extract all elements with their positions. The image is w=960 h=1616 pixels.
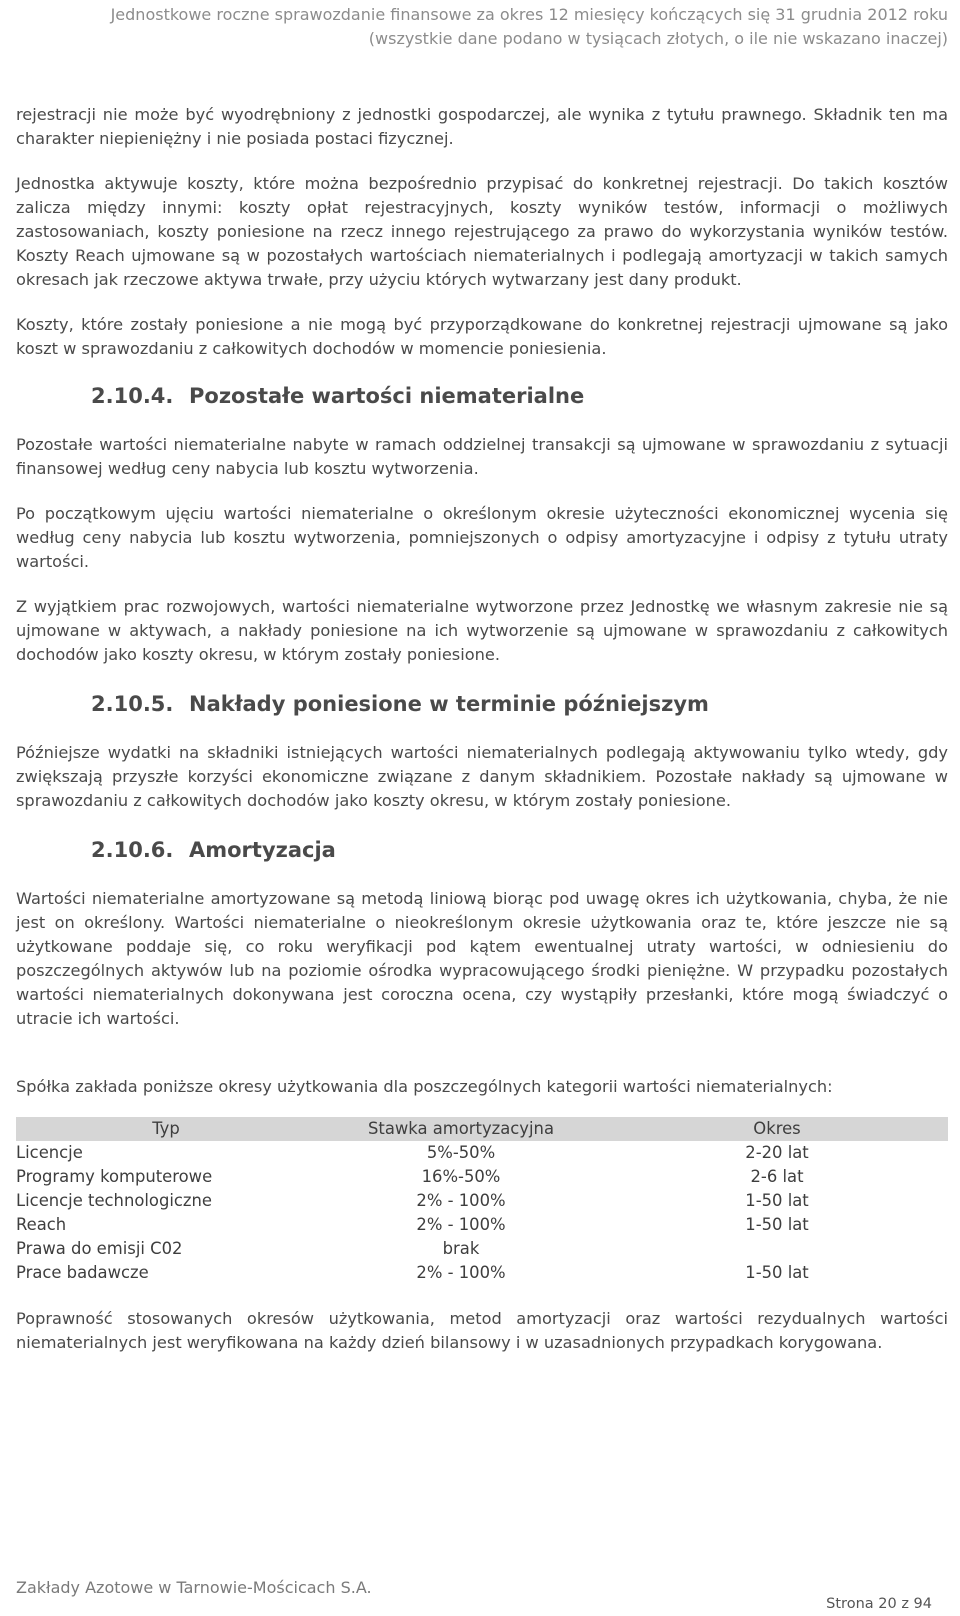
section-heading [16, 689, 948, 719]
cell-rate: 16%-50% [421, 1167, 501, 1186]
cell-type: Programy komputerowe [16, 1167, 213, 1186]
section-title: Amortyzacja [189, 838, 336, 862]
paragraph: Koszty, które zostały poniesione a nie mogą być przyporządkowane do konkretnej rejestracji ujmowane są jako koszt w sprawozdaniu z całkowitych dochodów w momencie poniesienia. [16, 315, 948, 358]
cell-rate: 5%-50% [426, 1143, 496, 1162]
page-header [0, 0, 948, 51]
section-heading [16, 381, 948, 411]
section-number: 2.10.5. [91, 692, 174, 716]
paragraph: Spółka zakłada poniższe okresy użytkowania dla poszczególnych kategorii wartości niematerialnych: [16, 1077, 833, 1096]
header-title: Jednostkowe roczne sprawozdanie finansowe za okres 12 miesięcy kończących się 31 grudnia 2012 roku [110, 5, 948, 24]
paragraph: Wartości niematerialne amortyzowane są metodą liniową biorąc pod uwagę okres ich użytkowania, chyba, że nie jest on określony. Wartości niematerialne o nieokreślonym okresie użytkowania oraz te, które jeszcze nie są użytkowane poddaje się, co roku weryfikacji pod kątem ewentualnej utraty wartości, w odniesieniu do poszczególnych aktywów lub na poziomie ośrodka wypracowującego środki pieniężne. W przypadku pozostałych wartości niematerialnych dokonywana jest coroczna ocena, czy wystąpiły przesłanki, które mogą świadczyć o utracie ich wartości. [16, 889, 948, 1028]
cell-period: 1-50 lat [745, 1263, 809, 1282]
column-header: Okres [753, 1119, 801, 1138]
cell-type: Reach [16, 1215, 67, 1234]
paragraph: Poprawność stosowanych okresów użytkowania, metod amortyzacji oraz wartości rezydualnych wartości niematerialnych jest weryfikowana na każdy dzień bilansowy i w uzasadnionych przypadkach korygowana. [16, 1309, 948, 1352]
table-row [16, 1213, 948, 1237]
cell-rate: brak [442, 1239, 480, 1258]
footer-company: Zakłady Azotowe w Tarnowie-Mościcach S.A. [16, 1578, 372, 1597]
section-title: Nakłady poniesione w terminie późniejszym [189, 692, 709, 716]
paragraph: Pozostałe wartości niematerialne nabyte w ramach oddzielnej transakcji są ujmowane w sprawozdaniu z sytuacji finansowej według ceny nabycia lub kosztu wytworzenia. [16, 435, 948, 478]
cell-rate: 2% - 100% [416, 1263, 506, 1282]
section-number: 2.10.6. [91, 838, 174, 862]
paragraph: Późniejsze wydatki na składniki istniejących wartości niematerialnych podlegają aktywowaniu tylko wtedy, gdy zwiększają przyszłe korzyści ekonomiczne związane z danym składnikiem. Pozostałe nakłady są ujmowane w sprawozdaniu z całkowitych dochodów jako koszty okresu, w którym zostały poniesione. [16, 743, 948, 810]
paragraph: Po początkowym ujęciu wartości niematerialne o określonym okresie użyteczności ekonomicznej wycenia się według ceny nabycia lub kosztu wytworzenia, pomniejszonych o odpisy amortyzacyjne i odpisy z tytułu utraty wartości. [16, 504, 948, 571]
cell-rate: 2% - 100% [416, 1215, 506, 1234]
cell-type: Licencje [16, 1143, 83, 1162]
paragraph: rejestracji nie może być wyodrębniony z jednostki gospodarczej, ale wynika z tytułu prawnego. Składnik ten ma charakter niepieniężny i nie posiada postaci fizycznej. [16, 105, 948, 148]
document-body [16, 103, 948, 1355]
cell-type: Prawa do emisji C02 [16, 1239, 183, 1258]
column-header: Stawka amortyzacyjna [368, 1119, 554, 1138]
column-header: Typ [152, 1119, 180, 1138]
table-row [16, 1261, 948, 1285]
cell-type: Prace badawcze [16, 1263, 149, 1282]
paragraph: Jednostka aktywuje koszty, które można bezpośrednio przypisać do konkretnej rejestracji. Do takich kosztów zalicza między innymi: koszty opłat rejestracyjnych, koszty wyników testów, informacji o możliwych zastosowaniach, koszty poniesione na rzecz innego rejestrującego za prawo do wykorzystania wyników testów. Koszty Reach ujmowane są w pozostałych wartościach niematerialnych i podlegają amortyzacji w takich samych okresach jak rzeczowe aktywa trwałe, przy użyciu których wytwarzany jest dany produkt. [16, 174, 948, 289]
section-title: Pozostałe wartości niematerialne [189, 384, 585, 408]
paragraph: Z wyjątkiem prac rozwojowych, wartości niematerialne wytworzone przez Jednostkę we własnym zakresie nie są ujmowane w aktywach, a nakłady poniesione na ich wytworzenie są ujmowane w sprawozdaniu z całkowitych dochodów jako koszty okresu, w którym zostały poniesione. [16, 597, 948, 664]
cell-period: 2-20 lat [745, 1143, 809, 1162]
cell-period: 2-6 lat [750, 1167, 804, 1186]
section-number: 2.10.4. [91, 384, 174, 408]
cell-period [606, 1237, 948, 1261]
amortization-table [16, 1117, 948, 1285]
table-row [16, 1165, 948, 1189]
section-heading [16, 835, 948, 865]
header-subtitle: (wszystkie dane podano w tysiącach złotych, o ile nie wskazano inaczej) [368, 29, 948, 48]
cell-rate: 2% - 100% [416, 1191, 506, 1210]
table-row [16, 1237, 948, 1261]
table-row [16, 1189, 948, 1213]
page-number: Strona 20 z 94 [826, 1596, 932, 1612]
table-row [16, 1141, 948, 1165]
cell-period: 1-50 lat [745, 1215, 809, 1234]
cell-period: 1-50 lat [745, 1191, 809, 1210]
table-header-row [16, 1117, 948, 1141]
cell-type: Licencje technologiczne [16, 1191, 212, 1210]
